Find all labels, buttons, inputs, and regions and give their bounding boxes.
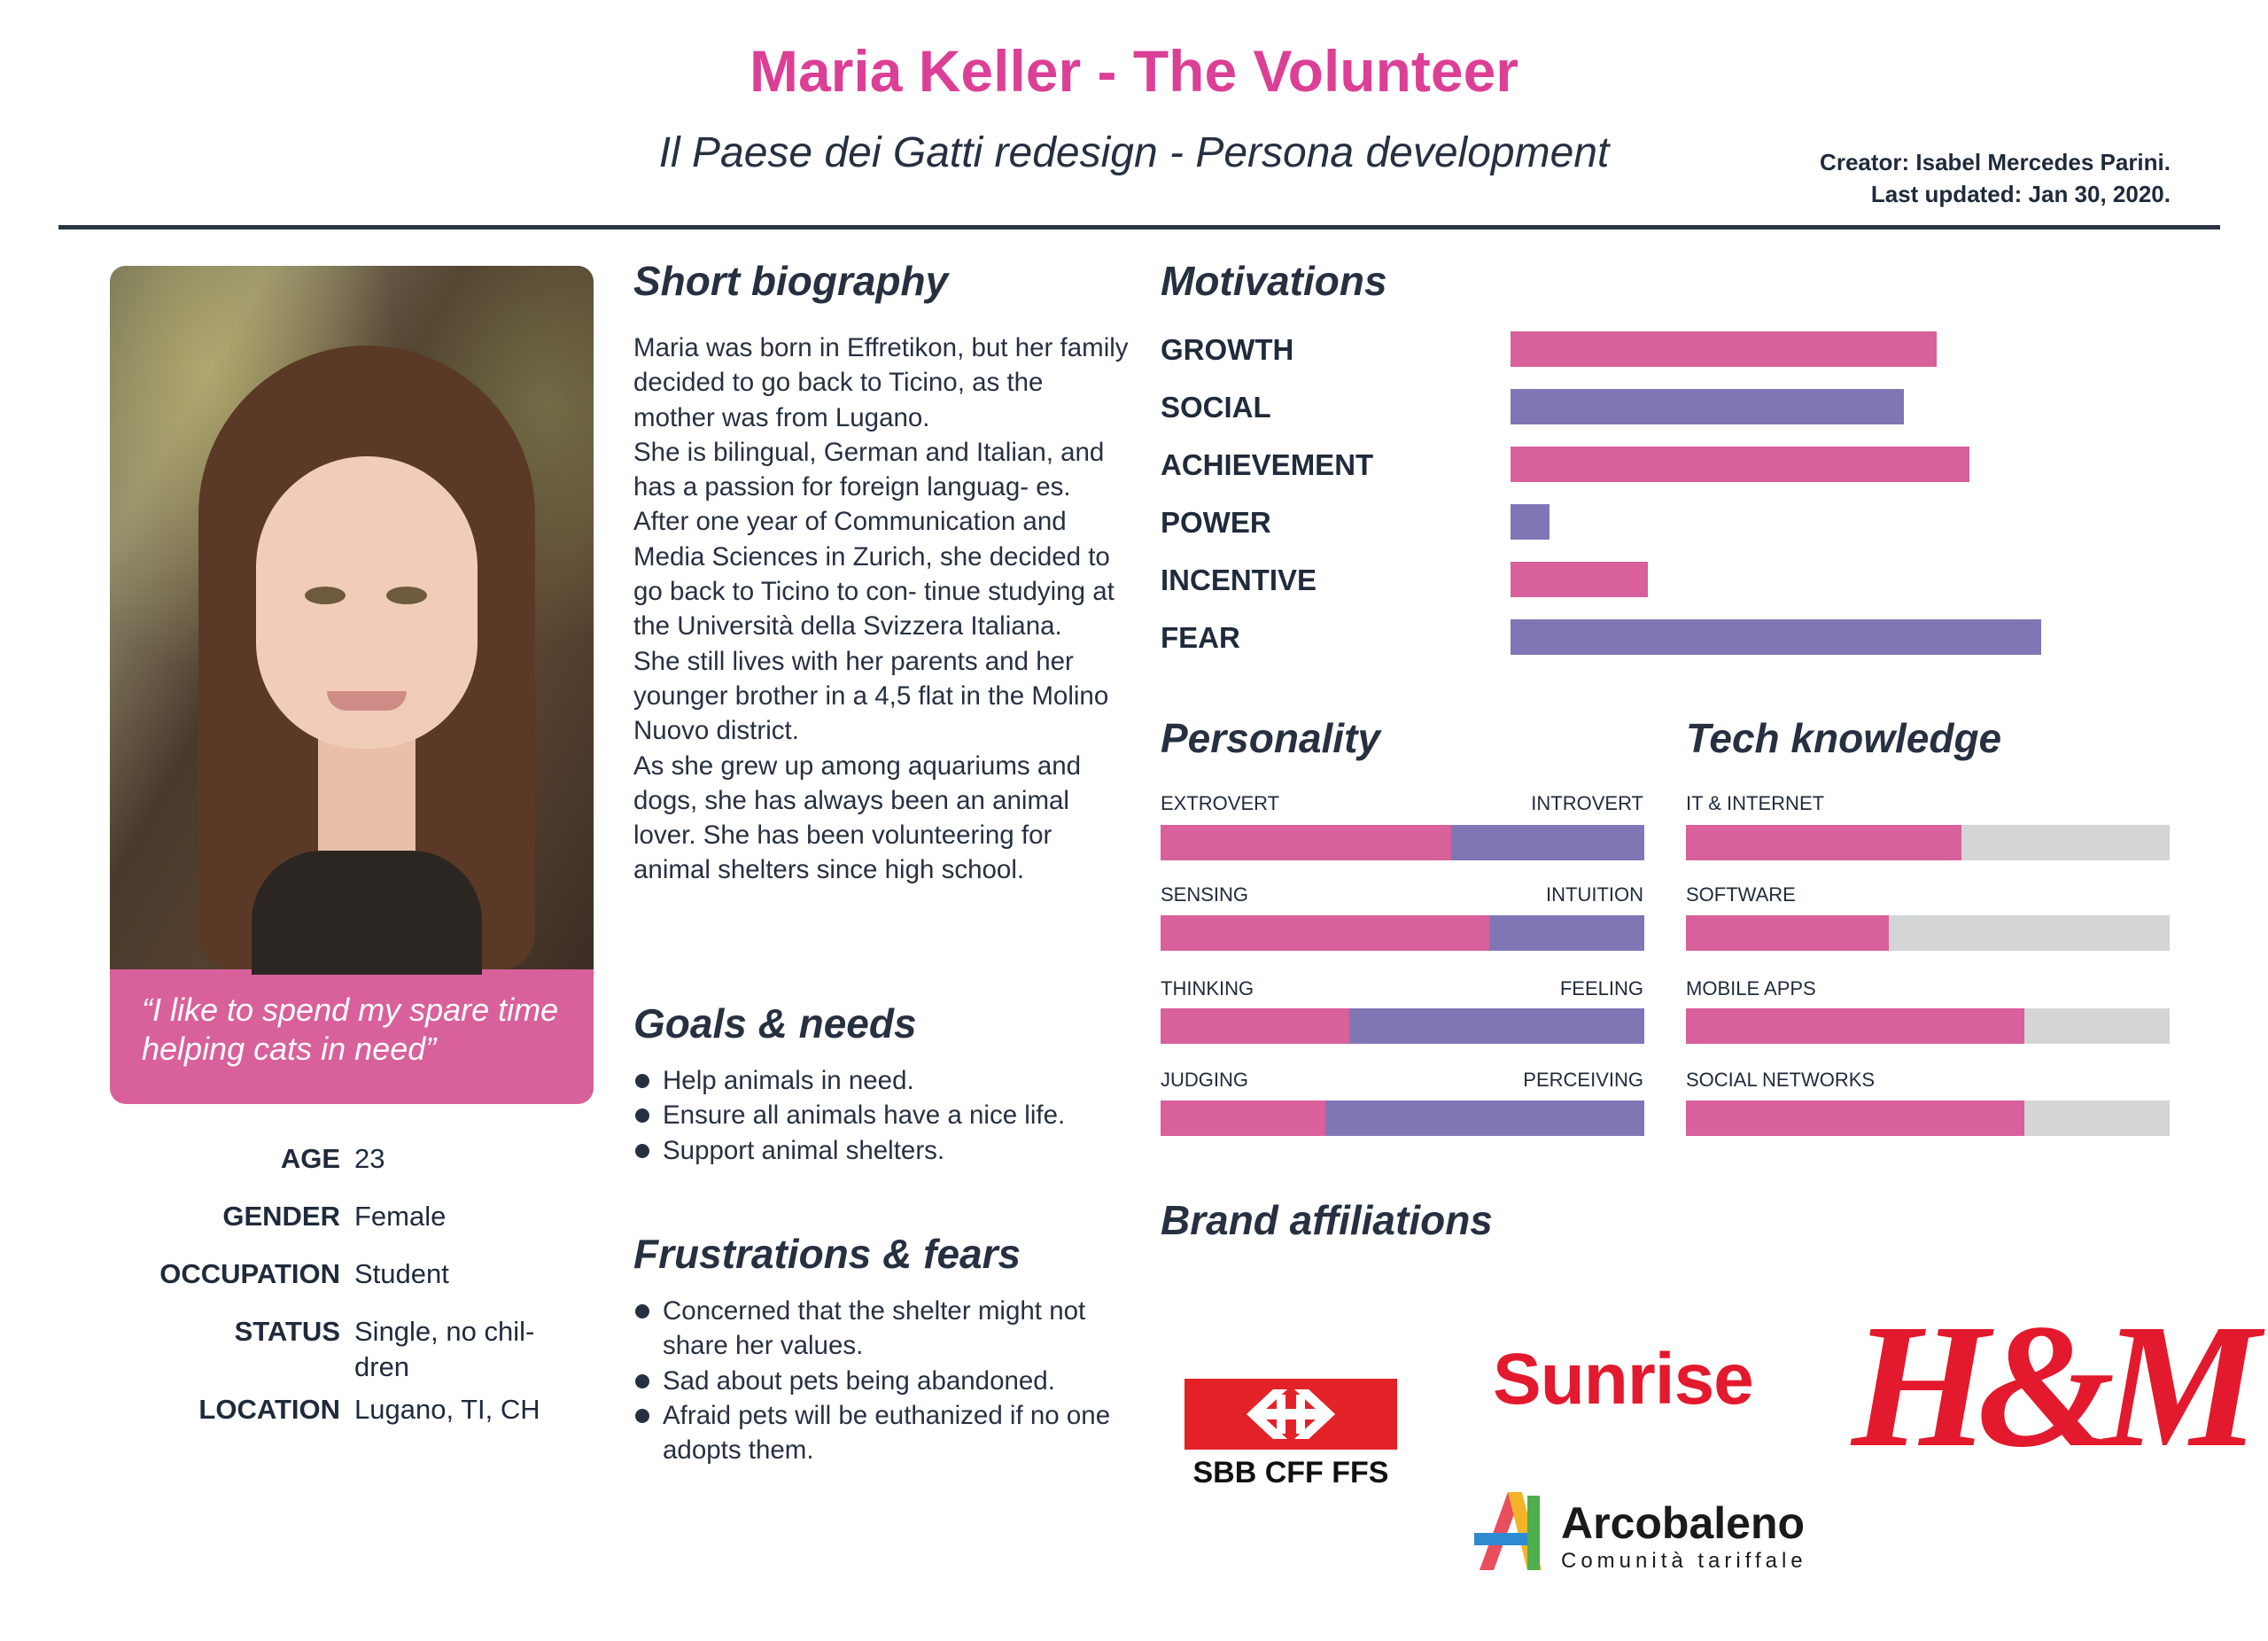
motivation-label-power: POWER xyxy=(1161,506,1271,539)
header-divider xyxy=(58,225,2220,229)
motivation-label-social: SOCIAL xyxy=(1161,391,1271,424)
photo-shirt xyxy=(252,851,482,975)
personality-right-label: PERCEIVING xyxy=(1523,1069,1643,1091)
photo-eye-right xyxy=(386,587,427,604)
personality-bar-judging-perceiving xyxy=(1161,1100,1644,1136)
tech-bar-software xyxy=(1686,915,2170,951)
biography-heading: Short biography xyxy=(633,258,949,304)
hm-logo: H&M xyxy=(1852,1288,2248,1484)
tech-label: SOFTWARE xyxy=(1686,883,1796,906)
demo-label-age: AGE xyxy=(280,1143,340,1174)
sbb-logo xyxy=(1184,1379,1397,1450)
tech-fill xyxy=(1686,825,1961,860)
photo-neck xyxy=(318,735,416,868)
demo-value-location: Lugano, TI, CH xyxy=(354,1394,540,1425)
personality-bar-thinking-feeling xyxy=(1161,1008,1644,1044)
personality-left-label: JUDGING xyxy=(1161,1069,1248,1091)
tech-fill xyxy=(1686,1100,2024,1136)
motivation-label-achievement: ACHIEVEMENT xyxy=(1161,448,1374,481)
personality-fill xyxy=(1161,1100,1325,1136)
photo-mouth xyxy=(327,691,407,711)
tech-bar-social-networks xyxy=(1686,1100,2170,1136)
persona-title: Maria Keller - The Volunteer xyxy=(750,38,1518,104)
personality-fill xyxy=(1161,915,1489,951)
personality-bar-sensing-intuition xyxy=(1161,915,1644,951)
personality-fill xyxy=(1161,1008,1349,1044)
tech-bar-it-internet xyxy=(1686,825,2170,860)
personality-bar-extrovert-introvert xyxy=(1161,825,1644,860)
tech-label: SOCIAL NETWORKS xyxy=(1686,1069,1876,1091)
demo-label-status: STATUS xyxy=(234,1316,340,1347)
demo-value-status: Single, no chil- dren xyxy=(354,1316,535,1382)
bio-paragraph: She still lives with her parents and her younger brother in a 4,5 flat in the Molino Nuovo district. xyxy=(633,646,1109,746)
goal-item: Help animals in need. xyxy=(633,1063,1130,1098)
arcobaleno-subtitle: Comunità tariffale xyxy=(1561,1549,1807,1573)
last-updated-text: Last updated: Jan 30, 2020. xyxy=(1870,181,2171,207)
goal-item: Ensure all animals have a nice life. xyxy=(633,1098,1130,1132)
biography-text xyxy=(633,331,1130,888)
demo-value-occupation: Student xyxy=(354,1258,449,1289)
sbb-arrows-icon xyxy=(1184,1379,1397,1450)
goals-list xyxy=(633,1063,1130,1168)
demo-label-gender: GENDER xyxy=(222,1201,340,1232)
personality-right-label: INTROVERT xyxy=(1531,792,1643,814)
tech-label: MOBILE APPS xyxy=(1686,977,1816,999)
brands-heading: Brand affiliations xyxy=(1161,1197,1493,1243)
creator-text: Creator: Isabel Mercedes Parini. xyxy=(1820,149,2171,175)
goals-heading: Goals & needs xyxy=(633,1000,917,1046)
tech-label: IT & INTERNET xyxy=(1686,792,1825,814)
personality-fill xyxy=(1161,825,1451,860)
demo-value-gender: Female xyxy=(354,1201,447,1232)
frustrations-heading: Frustrations & fears xyxy=(633,1231,1021,1277)
sunrise-logo: Sunrise xyxy=(1493,1339,1753,1419)
motivation-bar-growth xyxy=(1511,331,1937,367)
motivation-bar-fear xyxy=(1511,619,2041,655)
persona-quote: “I like to spend my spare time helping cats in need” xyxy=(142,992,559,1067)
sbb-wordmark: SBB CFF FFS xyxy=(1192,1456,1389,1489)
personality-left-label: EXTROVERT xyxy=(1161,792,1280,814)
personality-heading: Personality xyxy=(1161,715,1380,761)
motivations-heading: Motivations xyxy=(1161,258,1387,304)
personality-right-label: FEELING xyxy=(1559,977,1643,999)
personality-left-label: SENSING xyxy=(1161,883,1249,906)
bio-paragraph: As she grew up among aquariums and dogs, she has always been an animal lover. She has been volunteering for animal shelters since high school. xyxy=(633,751,1082,885)
motivation-label-fear: FEAR xyxy=(1161,621,1240,654)
tech-bar-mobile-apps xyxy=(1686,1008,2170,1044)
tech-heading: Tech knowledge xyxy=(1686,715,2002,761)
persona-subtitle: Il Paese dei Gatti redesign - Persona development xyxy=(658,129,1610,176)
tech-fill xyxy=(1686,1008,2024,1044)
demo-value-age: 23 xyxy=(354,1143,385,1174)
frustration-item: Sad about pets being abandoned. xyxy=(633,1364,1116,1398)
credits xyxy=(1820,146,2171,210)
photo-eye-left xyxy=(305,587,346,604)
motivation-label-growth: GROWTH xyxy=(1161,333,1294,366)
motivation-label-incentive: INCENTIVE xyxy=(1161,564,1317,596)
frustrations-list xyxy=(633,1294,1116,1467)
arcobaleno-a-icon xyxy=(1472,1489,1557,1574)
motivation-bar-social xyxy=(1511,389,1904,424)
bio-paragraph: She is bilingual, German and Italian, and has a passion for foreign languag- es. After one year of Communication and Media Sciences in Zurich, she decided to go back to Ticino to con- tinue studying at the Università della Svizzera Italiana. xyxy=(633,437,1115,642)
goal-item: Support animal shelters. xyxy=(633,1133,1130,1168)
motivation-bar-achievement xyxy=(1511,447,1969,482)
tech-fill xyxy=(1686,915,1889,951)
profile-card xyxy=(110,266,594,1104)
profile-photo xyxy=(110,266,594,969)
demo-label-location: LOCATION xyxy=(198,1394,340,1425)
bio-paragraph: Maria was born in Effretikon, but her family decided to go back to Ticino, as the mother was from Lugano. xyxy=(633,333,1129,432)
motivation-bar-incentive xyxy=(1511,562,1648,597)
personality-left-label: THINKING xyxy=(1161,977,1254,999)
frustration-item: Concerned that the shelter might not share her values. xyxy=(633,1294,1116,1364)
frustration-item: Afraid pets will be euthanized if no one adopts them. xyxy=(633,1398,1116,1468)
motivation-bar-power xyxy=(1511,504,1550,540)
personality-right-label: INTUITION xyxy=(1546,883,1643,906)
arcobaleno-logo: Arcobaleno xyxy=(1561,1498,1806,1548)
demo-label-occupation: OCCUPATION xyxy=(159,1258,340,1289)
